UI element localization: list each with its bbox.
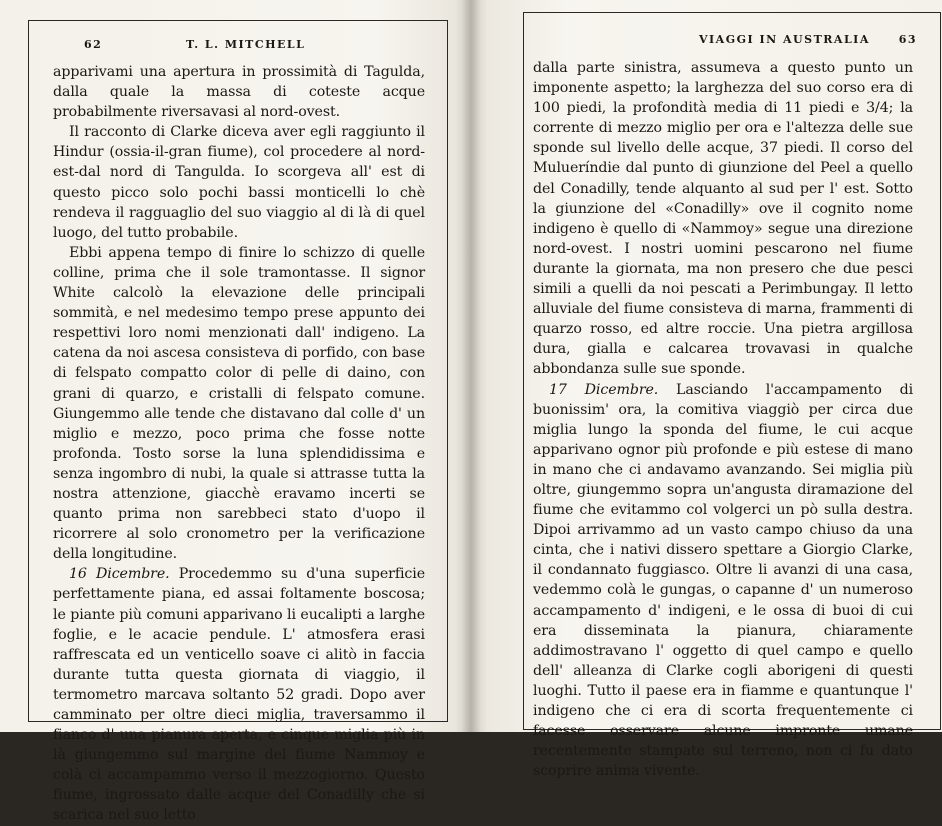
right-page-number: 63 xyxy=(898,33,917,46)
left-page-text xyxy=(53,62,425,826)
paragraph: Il racconto di Clarke diceva aver egli raggiunto il Hindur (ossia-il-gran fiume), col procedere al nord-est-dal nord di Tangulda. Io scorgeva all' est di questo picco solo pochi bassi monticelli lo chè rendeva il ragguaglio del suo viaggio al di là di quel luogo, del tutto probabile. xyxy=(53,124,425,241)
entry-text: Procedemmo su d'una superficie perfettamente piana, ed assai foltamente boscosa; le piante più comuni apparivano li eucalipti a larghe foglie, e le acacie pendule. L' atmosfera erasi raffrescata ed un venticello soave ci alitò in faccia durante tutta questa giornata di viaggio, il termometro marcava soltanto 52 gradi. Dopo aver camminato per oltre dieci miglia, traversammo il fianco d' una pianura aperta, e cinque miglia più in là giungemmo sul margine del fiume Nammoy e colà ci accampammo verso il mezzogiorno. Questo fiume, ingrossato dalle acque del Conadilly che si scarica nel suo letto xyxy=(53,566,425,824)
left-page xyxy=(0,0,471,824)
entry-text: Lasciando l'accampamento di buonissim' ora, la comitiva viaggiò per circa due miglia lungo la sponda del fiume, le cui acque apparivano ognor più profonde e più estese di mano in mano che ci andavamo avanzando. Sei miglia più oltre, giungemmo sopra un'angusta diramazione del fiume che evitammo col volgerci un pò sulla destra. Dipoi arrivammo ad un vasto campo chiuso da una cinta, che i nativi dissero spettare a Giorgio Clarke, il condannato fuggiasco. Oltre li avanzi di una casa, vedemmo colà le gungas, o capanne d' un numeroso accampamento d' indigeni, e le ossa di buoi di cui era disseminata la pianura, chiaramente addimostravano l' oggetto di quel campo e quello dell' alleanza di Clarke cogli aborigeni di questi luoghi. Tutto il paese era in fiamme e quantunque l' indigeno che ci era di scorta frequentemente ci facesse osservare alcune impronte umane recentemente stampate sul terreno, non ci fu dato scoprire anima vivente. xyxy=(533,381,914,780)
right-page-header xyxy=(583,33,917,55)
left-running-head: T. L. MITCHELL xyxy=(186,38,306,51)
paragraph: dalla parte sinistra, assumeva a questo punto un imponente aspetto; la larghezza del suo corso era di 100 piedi, la profondità media di 11 piedi e 3/4; la corrente di mezzo miglio per ora e l'altezza delle sue sponde sul livello delle acque, 37 piedi. Il corso del Mulueríndie dal punto di giunzione del Peel a quello del Conadilly, tende alquanto al sud per l' est. Sotto la giunzione del «Conadilly» ove il cognito nome indigeno è quello di «Nammoy» segue una direzione nord-ovest. I nostri uomini pescarono nel fiume durante la giornata, ma non presero che due pesci simili a quelli da noi pescati a Perimbungay. Il letto alluviale del fiume consisteva di marna, frammenti di quarzo rosso, ed altre roccie. Una pietra argillosa dura, gialla e calcarea trovavasi in qualche abbondanza sulle sue sponde. xyxy=(533,60,913,378)
left-page-header xyxy=(84,38,424,60)
right-page xyxy=(471,0,942,780)
paragraph: apparivami una apertura in prossimità di Tagulda, dalla quale la massa di coteste acque probabilmente riversavasi al nord-ovest. xyxy=(53,64,425,121)
paragraph: Ebbi appena tempo di finire lo schizzo di quelle colline, prima che il sole tramontasse. Il signor White calcolò la elevazione delle principali sommità, e nel medesimo tempo prese appunto dei respettivi loro nomi menzionati dall' indigeno. La catena da noi ascesa consisteva di porfido, con base di felspato compatto color di pelle di daino, con grani di quarzo, e cristalli di felspato comune. Giungemmo alle tende che distavano dal colle d' un miglio e mezzo, poco prima che fosse notte profonda. Tosto sorse la luna splendidissima e senza ingombro di nubi, la quale si attrasse tutta la nostra attenzione, giacchè eravamo incerti se quanto prima non sarebbeci stato d'uopo il ricorrere al solo cronometro per la verificazione della longitudine. xyxy=(53,244,425,563)
dated-paragraph xyxy=(53,564,425,825)
left-page-number: 62 xyxy=(84,38,103,51)
right-running-head: VIAGGI IN AUSTRALIA xyxy=(699,33,870,46)
entry-date: 16 Dicembre. xyxy=(69,566,170,583)
dated-paragraph xyxy=(533,380,913,782)
entry-date: 17 Dicembre. xyxy=(549,381,659,398)
right-page-text xyxy=(533,58,913,781)
